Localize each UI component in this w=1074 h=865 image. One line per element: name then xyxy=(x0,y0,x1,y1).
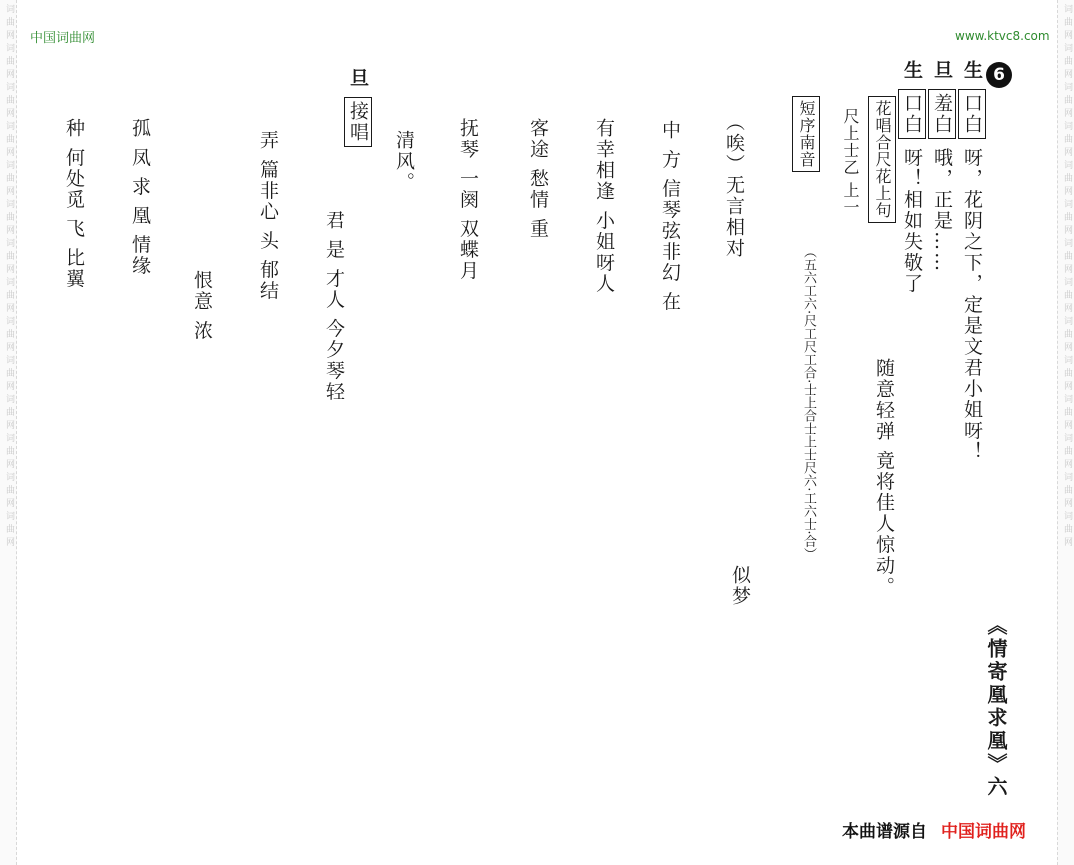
footer-source xyxy=(842,817,1026,842)
footer-brand-link[interactable]: 中国词曲网 xyxy=(941,822,1026,842)
role-marker: 旦 xyxy=(347,68,369,89)
lyric-text: 抚琴 一阕 双蝶月 xyxy=(457,118,479,282)
left-margin xyxy=(0,0,17,865)
footer-label: 本曲谱源自 xyxy=(842,822,927,842)
column-13 xyxy=(392,130,416,193)
lyric-text: 有幸相逢 小姐呀人 xyxy=(593,118,615,295)
stage-tag: 短序南音 xyxy=(792,96,820,172)
column-1 xyxy=(958,60,986,462)
column-8 xyxy=(722,112,746,259)
lyric-text: 哦，正是…… xyxy=(931,147,953,274)
site-name-label: 中国词曲网 xyxy=(30,31,96,46)
column-3 xyxy=(898,60,926,294)
lyric-text: 随意轻弹 竟将佳人惊动。 xyxy=(873,358,895,598)
role-marker: 旦 xyxy=(931,60,953,81)
column-12 xyxy=(456,118,480,281)
lyric-text: 恨意 浓 xyxy=(191,270,213,342)
lyric-text: 清风。 xyxy=(393,130,415,193)
stage-tag: 接唱 xyxy=(344,97,372,147)
stage-tag: 口白 xyxy=(958,89,986,139)
role-marker: 生 xyxy=(961,60,983,81)
lyric-text: 种 何处觅 飞 比翼 xyxy=(63,118,85,290)
column-14-lyrics xyxy=(322,210,346,402)
lyric-text: 似梦 xyxy=(729,565,751,607)
column-5-notation xyxy=(838,108,862,216)
right-margin xyxy=(1057,0,1074,865)
lyric-text: 客途 愁情 重 xyxy=(527,118,549,240)
site-url-link[interactable]: www.ktvc8.com xyxy=(955,29,1050,43)
stage-tag: 口白 xyxy=(898,89,926,139)
column-2 xyxy=(928,60,956,273)
column-9 xyxy=(658,120,682,312)
stage-tag: 花唱合尺花上句 xyxy=(868,96,896,223)
lyric-text: 君 是 才人 今夕琴轻 xyxy=(323,210,345,403)
lyric-text: 呀！相如失敬了 xyxy=(901,147,923,295)
lyric-text: 中 方 信琴弦非幻 在 xyxy=(659,120,681,313)
column-16 xyxy=(190,270,214,341)
notation-text: （五六工六·尺工尺工合·士上合士上士尺六·工六士·合） xyxy=(801,245,816,561)
column-11 xyxy=(526,118,550,239)
column-6 xyxy=(792,96,820,172)
column-14 xyxy=(344,68,372,147)
stage-tag: 羞白 xyxy=(928,89,956,139)
page-number-badge: 6 xyxy=(986,62,1012,88)
column-7 xyxy=(728,565,752,607)
column-10 xyxy=(592,118,616,294)
column-5 xyxy=(868,96,896,223)
watermark-left: 词曲网词曲网词曲网词曲网词曲网词曲网词曲网词曲网词曲网词曲网词曲网词曲网词曲网词曲网 xyxy=(4,4,14,550)
lyric-text: 呀，花阴之下，定是文君小姐呀！ xyxy=(961,147,983,463)
role-marker: 生 xyxy=(901,60,923,81)
column-17 xyxy=(128,118,152,276)
score-title: 《情寄凰求凰》六 xyxy=(984,615,1008,799)
notation-text: 尺上士乙 上一 xyxy=(841,108,860,217)
lyric-text: 孤 凤 求 凰 情缘 xyxy=(129,118,151,277)
column-18 xyxy=(62,118,86,289)
column-4 xyxy=(872,358,896,597)
column-6-notation xyxy=(796,245,820,561)
lyric-text: 弄 篇非心 头 郁结 xyxy=(257,130,279,302)
column-15 xyxy=(256,130,280,301)
watermark-right: 词曲网词曲网词曲网词曲网词曲网词曲网词曲网词曲网词曲网词曲网词曲网词曲网词曲网词曲网 xyxy=(1062,4,1072,550)
lyric-text: （唉）无言相对 xyxy=(723,112,745,259)
